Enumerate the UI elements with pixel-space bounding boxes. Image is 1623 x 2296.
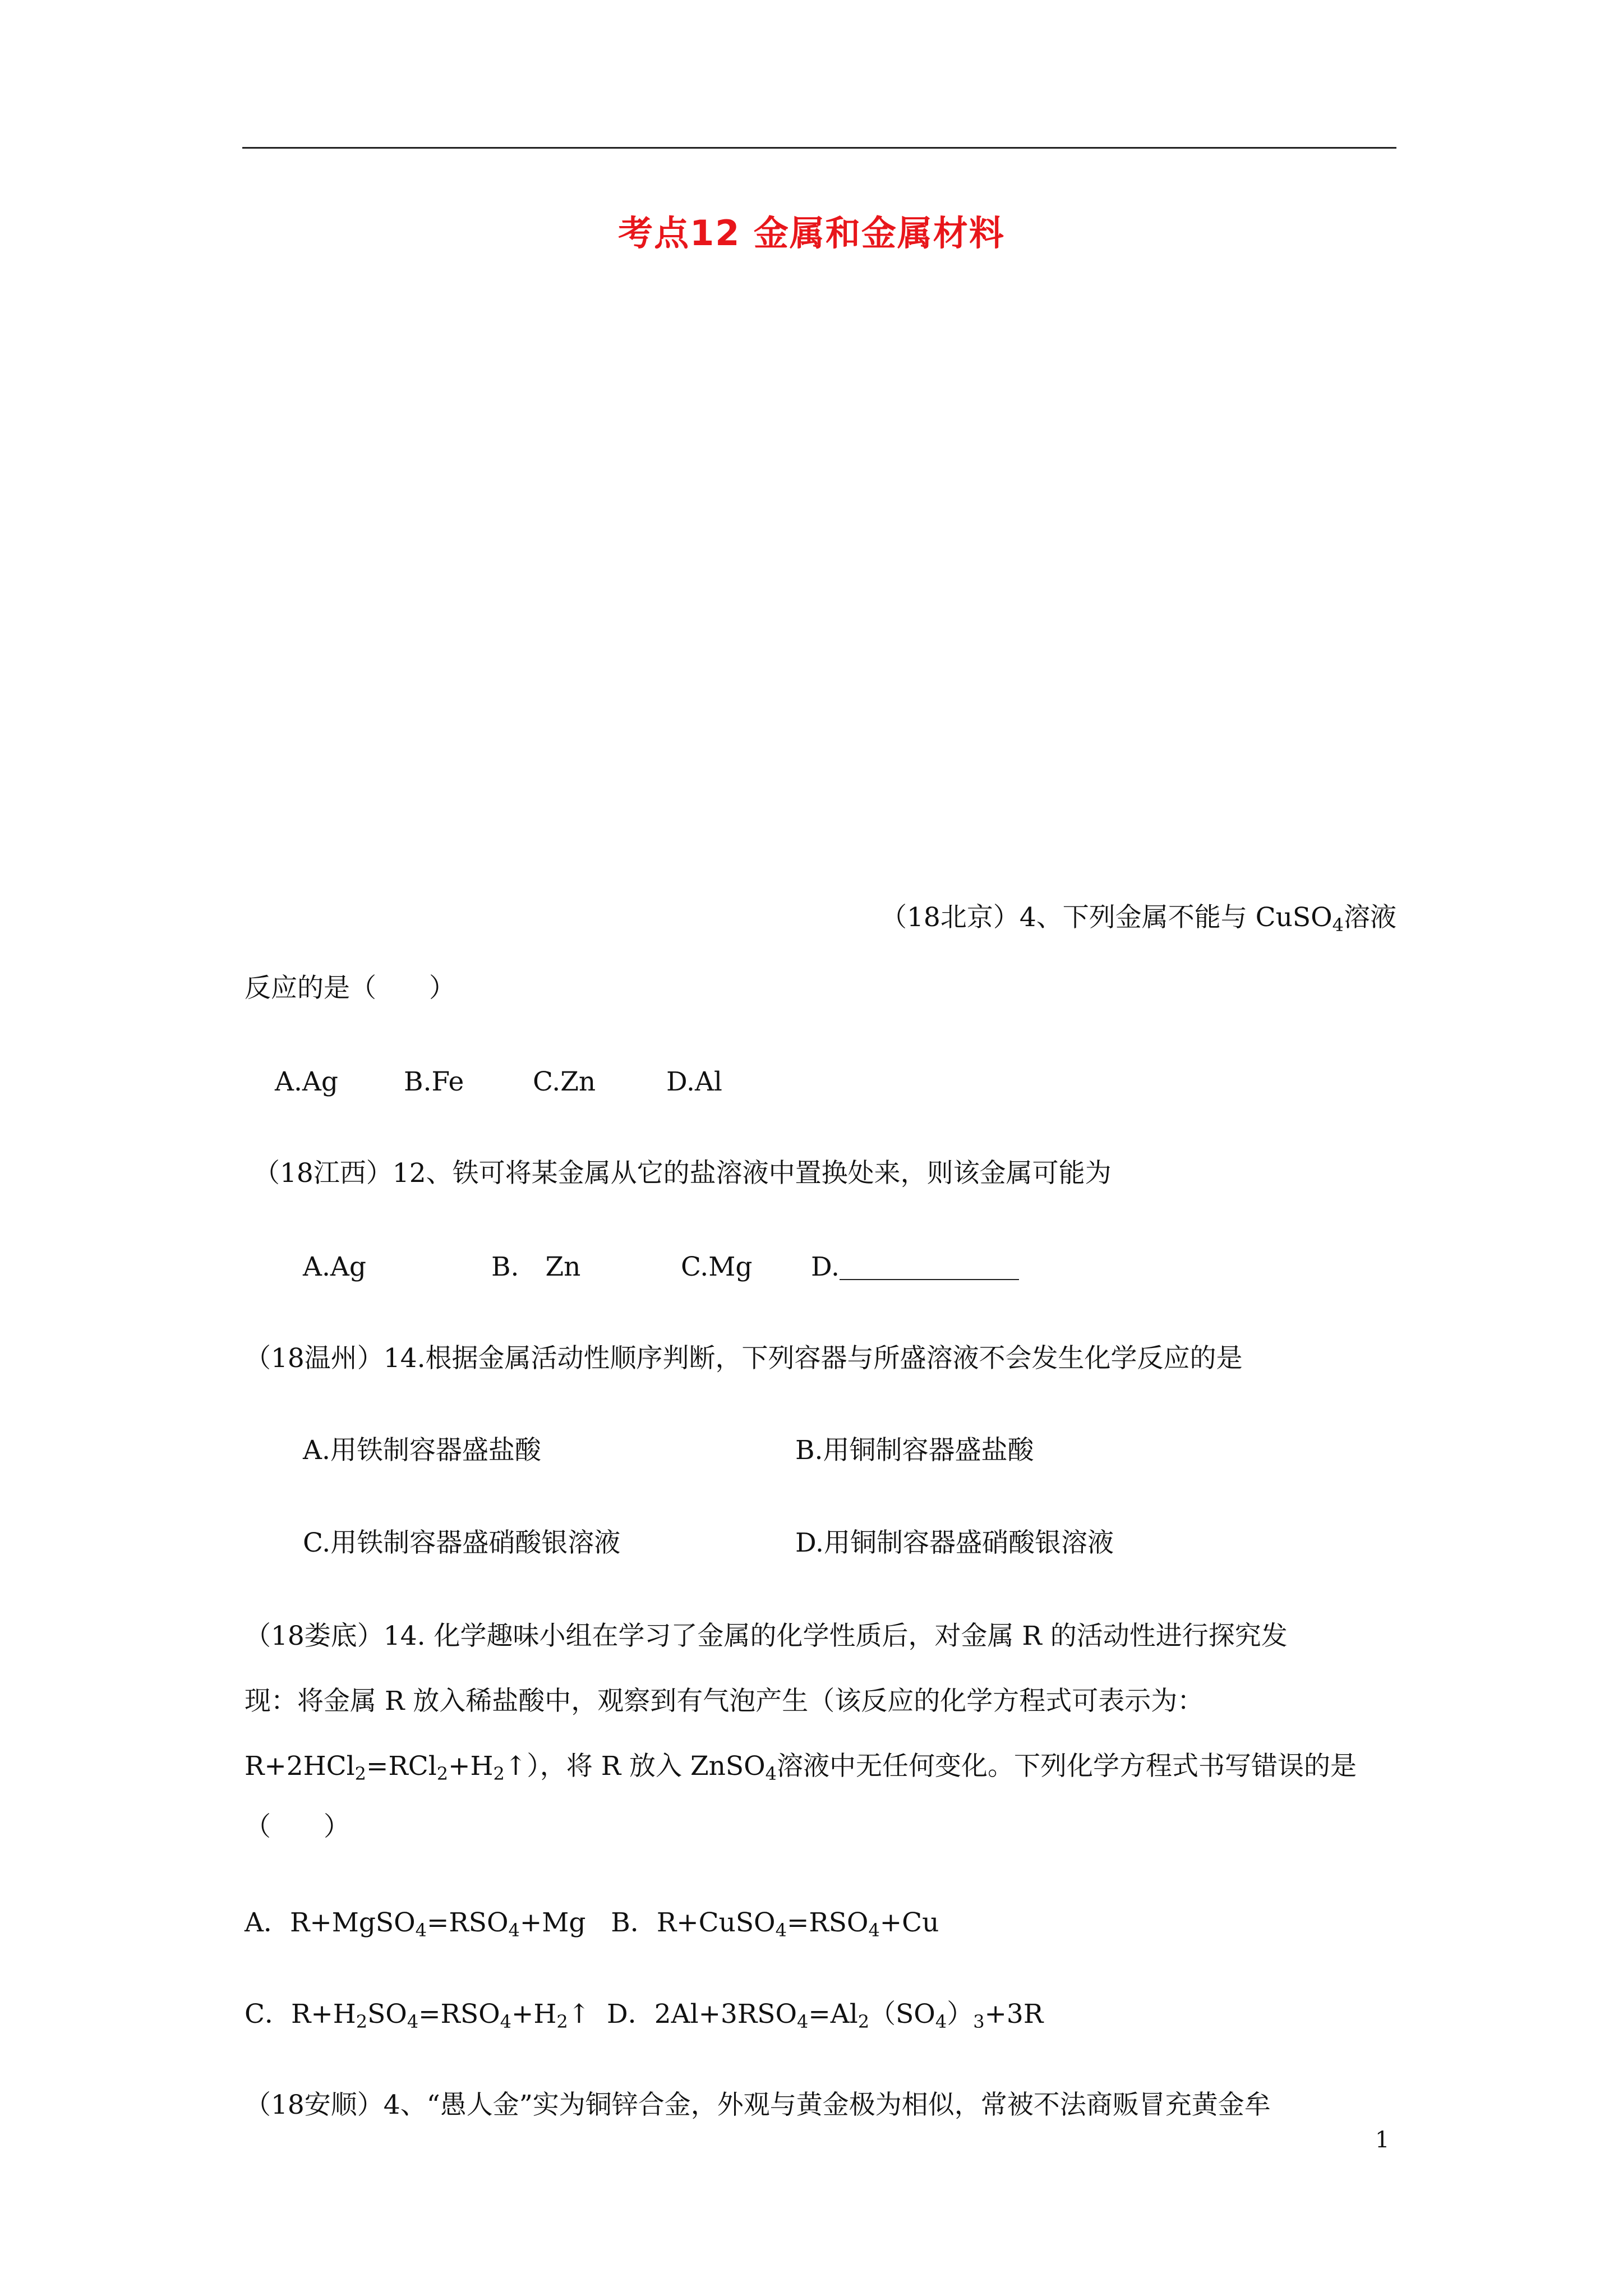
q1-stem-line2: 反应的是（ ） <box>245 973 455 1004</box>
q4-options-cd <box>245 1999 1044 2032</box>
q1-option-d: D.Al <box>666 1066 722 1097</box>
q2-option-d: D. <box>811 1254 1019 1280</box>
q1-option-a: A.Ag <box>275 1066 338 1097</box>
q4-stem-line4: （ ） <box>245 1811 350 1842</box>
q1-option-b: B.Fe <box>404 1066 464 1097</box>
q2-option-b: B. Zn <box>491 1251 581 1282</box>
q1-stem-line1: （18北京）4、下列金属不能与 CuSO$_4$溶液 <box>880 902 1396 936</box>
q2-option-c: C.Mg <box>681 1251 753 1282</box>
q4-stem-line1: （18娄底）14. 化学趣味小组在学习了金属的化学性质后，对金属 R 的活动性进行探究发 <box>245 1621 1288 1651</box>
q4-option-a: A．$R+MgSO_4=RSO_4+Mg$ <box>245 1907 586 1941</box>
q2-stem: （18江西）12、铁可将某金属从它的盐溶液中置换处来，则该金属可能为 <box>253 1158 1112 1189</box>
q4-option-b: B．$R+CuSO_4=RSO_4+Cu$ <box>611 1907 939 1941</box>
q4-options-ab <box>245 1907 939 1941</box>
q3-option-d: D.用铜制容器盛硝酸银溶液 <box>795 1527 1114 1558</box>
q4-option-c: C．$R+H_2SO_4=RSO_4+H_2↑$ <box>245 1999 591 2032</box>
page-number: 1 <box>1375 2127 1390 2153</box>
q1-option-c: C.Zn <box>533 1066 596 1097</box>
q5-stem-line1: （18安顺）4、“愚人金”实为铜锌合金，外观与黄金极为相似，常被不法商贩冒充黄金牟 <box>245 2090 1271 2120</box>
header-rule <box>242 147 1396 149</box>
page-title: 考点12 金属和金属材料 <box>618 213 1005 254</box>
q4-stem-line2: 现：将金属 R 放入稀盐酸中，观察到有气泡产生（该反应的化学方程式可表示为： <box>245 1686 1204 1717</box>
q3-option-a: A.用铁制容器盛盐酸 <box>303 1435 541 1466</box>
q2-option-a: A.Ag <box>303 1251 366 1282</box>
q3-option-c: C.用铁制容器盛硝酸银溶液 <box>303 1527 621 1558</box>
answer-blank <box>840 1258 1019 1280</box>
q3-option-b: B.用铜制容器盛盐酸 <box>795 1435 1034 1466</box>
q4-stem-line3: $R+2HCl_2=RCl_2+H_2↑$），将 R 放入 ZnSO$_4$溶液中无任何变化。下列化学方程式书写错误的是 <box>245 1751 1357 1784</box>
q4-option-d: D．$2Al+3RSO_4=Al_2(SO_4)_3+3R$ <box>607 1999 1044 2032</box>
q3-stem: （18温州）14.根据金属活动性顺序判断，下列容器与所盛溶液不会发生化学反应的是 <box>245 1343 1243 1374</box>
